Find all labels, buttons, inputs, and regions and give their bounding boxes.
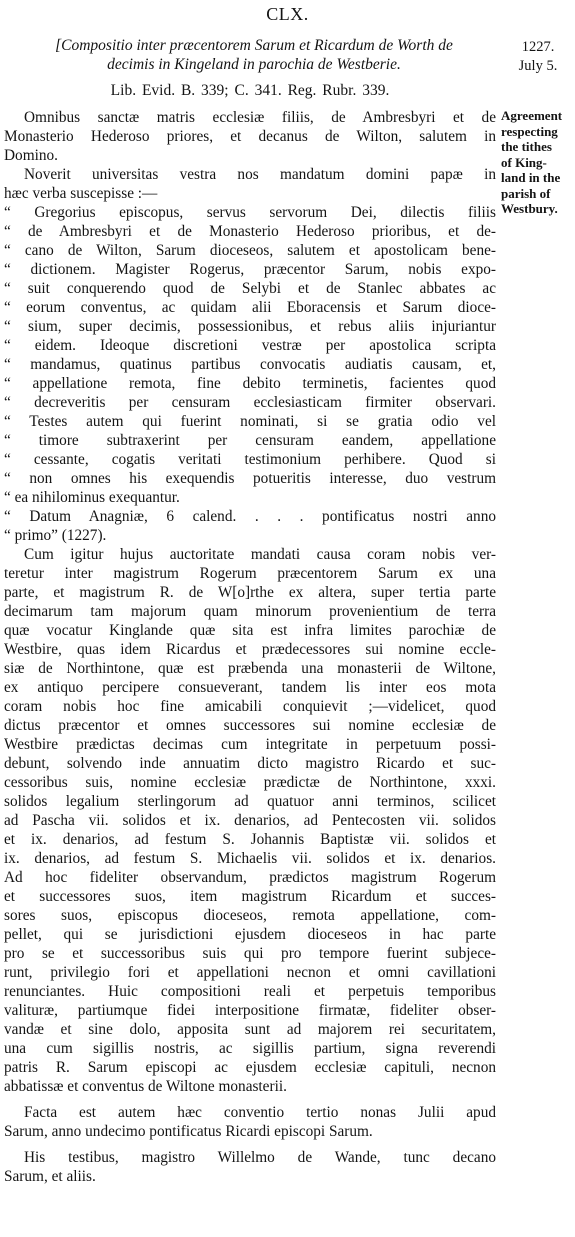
text-line: Westbire prædictas decimas cum integritate in perpetuum possi- xyxy=(4,736,496,753)
text-line: cessoribus suis, nomine ecclesiæ prædictæ de Northintone, xxxi. xyxy=(4,774,496,791)
text-line: “ Gregorius episcopus, servus servorum Dei, dilectis filiis xyxy=(4,204,496,221)
text-line: dictus præcentor et omnes successores sui nomine ecclesiæ de xyxy=(4,717,496,734)
text-line: “ primo” (1227). xyxy=(4,527,107,544)
marginal-note-line: the tithes xyxy=(501,139,552,154)
text-line: “ mandamus, quatinus partibus convocatis audiatis causam, et, xyxy=(4,356,496,373)
text-line: His testibus, magistro Willelmo de Wande, tunc decano xyxy=(24,1149,496,1166)
text-line: Westbire, quas idem Ricardus et prædecessores sui nomine eccle- xyxy=(4,641,496,658)
text-line: Cum igitur hujus auctoritate mandati causa coram nobis ver- xyxy=(24,546,496,563)
marginal-note-line: land in the xyxy=(501,170,561,185)
text-line: “ sium, super decimis, possessionibus, et rebus aliis injuriantur xyxy=(4,318,496,335)
text-line: pellet, qui se jurisdictioni ejusdem dioceseos in hac parte xyxy=(4,926,496,943)
text-line: hæc verba suscepisse :— xyxy=(4,185,158,202)
document-title xyxy=(4,36,504,74)
paragraph-gap xyxy=(4,1096,496,1103)
paragraph xyxy=(4,108,496,165)
text-line: Sarum, anno undecimo pontificatus Ricardi episcopi Sarum. xyxy=(4,1123,373,1140)
text-line: “ timore subtraxerint per censuram eandem, appellatione xyxy=(4,432,496,449)
text-line: “ Testes autem qui fuerint nominati, si se gratia odio vel xyxy=(4,413,496,430)
marginal-note-line: Agreement xyxy=(501,108,563,123)
marginal-note-line: Westbury. xyxy=(501,201,558,216)
text-line: sores suos, episcopus dioceseos, remota appellatione, com- xyxy=(4,907,496,924)
text-line: Ad hoc fideliter observandum, prædictos magistrum Rogerum xyxy=(4,869,496,886)
text-line: vandæ et sine dolo, apposita sunt ad majorem rei securitatem, xyxy=(4,1021,496,1038)
text-line: “ decreveritis per censuram ecclesiasticam firmiter observari. xyxy=(4,394,496,411)
text-line: Sarum, et aliis. xyxy=(4,1168,96,1185)
page-heading: CLX. xyxy=(266,4,309,24)
text-line: decimarum tam majorum quam minorum provenientium de terra xyxy=(4,603,496,620)
text-line: patris R. Sarum episcopi ac ejusdem ecclesiæ capituli, necnon xyxy=(4,1059,496,1076)
text-line: solidos legalium sterlingorum ad quatuor anni terminos, scilicet xyxy=(4,793,496,810)
text-line: runt, privilegio fori et appellationi necnon et omni cavillationi xyxy=(4,964,496,981)
text-line: valituræ, partiumque fidei interpositione firmatæ, fideliter obser- xyxy=(4,1002,496,1019)
date-year: 1227. xyxy=(521,39,555,55)
text-line: “ cessante, cogatis veritati testimonium perhibere. Quod si xyxy=(4,451,496,468)
text-line: abbatissæ et conventus de Wiltone monasterii. xyxy=(4,1078,287,1095)
text-line: Facta est autem hæc conventio tertio nonas Julii apud xyxy=(24,1104,496,1121)
text-line: “ cano de Wilton, Sarum dioceseos, salutem et apostolicam bene- xyxy=(4,242,496,259)
marginal-note-line: parish of xyxy=(501,185,551,201)
text-line: teretur inter magistrum Rogerum præcentorem Sarum ex una xyxy=(4,565,496,582)
marginal-note-line: of King- xyxy=(501,154,547,170)
paragraph xyxy=(4,507,496,545)
text-line: coram nobis hoc fine amicabili conquievit ;—videlicet, quod xyxy=(4,698,496,715)
text-line: “ eorum conventus, ac quidam alii Eboracensis et Sarum dioce- xyxy=(4,299,496,316)
document-body xyxy=(4,108,496,1186)
text-line: pro se et successoribus suis qui pro tempore fuerint subjece- xyxy=(4,945,496,962)
text-line: “ Datum Anagniæ, 6 calend. . . . pontificatus nostri anno xyxy=(4,508,496,525)
date-day: July 5. xyxy=(518,58,558,74)
text-line: “ ea nihilominus exequantur. xyxy=(4,489,180,506)
title-line: decimis in Kingeland in parochia de Westberie. xyxy=(107,56,401,73)
text-line: ex antiquo percipere consueverant, tandem lis inter eos mota xyxy=(4,679,496,696)
text-line: “ de Ambresbyri et de Monasterio Hederoso prioribus, et de- xyxy=(4,223,496,240)
title-line: [Compositio inter præcentorem Sarum et Ricardum de Worth de xyxy=(55,37,453,54)
text-line: Noverit universitas vestra nos mandatum domini papæ in xyxy=(24,166,496,183)
paragraph xyxy=(4,203,496,507)
text-line: ix. denarios, ad festum S. Michaelis vii. solidos et ix. denarios. xyxy=(4,850,496,867)
text-line: “ suit conquerendo quod de Selybi et de Stanlec abbates ac xyxy=(4,280,496,297)
text-line: Domino. xyxy=(4,147,58,164)
text-line: “ dictionem. Magister Rogerus, præcentor Sarum, nobis expo- xyxy=(4,261,496,278)
paragraph xyxy=(4,165,496,203)
paragraph xyxy=(4,545,496,1096)
text-line: “ non omnes his exequendis potueritis interesse, duo vestrum xyxy=(4,470,496,487)
text-line: siæ de Northintone, quæ est præbenda una monasterii de Wiltone, xyxy=(4,660,496,677)
text-line: Monasterio Hederoso priores, et decanus de Wilton, salutem in xyxy=(4,128,496,145)
paragraph xyxy=(4,1103,496,1141)
text-line: debunt, solvendo inde annuatim dicto magistro Ricardo et suc- xyxy=(4,755,496,772)
marginal-note xyxy=(501,108,575,217)
text-line: et successores suos, item magistrum Ricardum et succes- xyxy=(4,888,496,905)
text-line: “ appellatione remota, fine debito terminetis, facientes quod xyxy=(4,375,496,392)
text-line: Omnibus sanctæ matris ecclesiæ filiis, de Ambresbyri et de xyxy=(24,109,496,126)
text-line: una cum sigillis nostris, ac sigillis partium, signa reverendi xyxy=(4,1040,496,1057)
text-line: “ eidem. Ideoque discretioni vestræ per apostolica scripta xyxy=(4,337,496,354)
text-line: renunciantes. Huic compositioni reali et perpetuis temporibus xyxy=(4,983,496,1000)
text-line: ad Pascha vii. solidos et ix. denarios, ad Pentecosten vii. solidos xyxy=(4,812,496,829)
text-line: et ix. denarios, ad festum S. Johannis Baptistæ vii. solidos et xyxy=(4,831,496,848)
paragraph-gap xyxy=(4,1141,496,1148)
date-margin xyxy=(505,38,571,76)
marginal-note-line: respecting xyxy=(501,123,558,139)
paragraph xyxy=(4,1148,496,1186)
text-line: parte, et magistrum R. de W[o]rthe ex altera, super tertia parte xyxy=(4,584,496,601)
text-line: quæ vocatur Kinglande quæ sita est infra limites parochiæ de xyxy=(4,622,496,639)
source-reference: Lib. Evid. B. 339; C. 341. Reg. Rubr. 339. xyxy=(110,82,390,99)
